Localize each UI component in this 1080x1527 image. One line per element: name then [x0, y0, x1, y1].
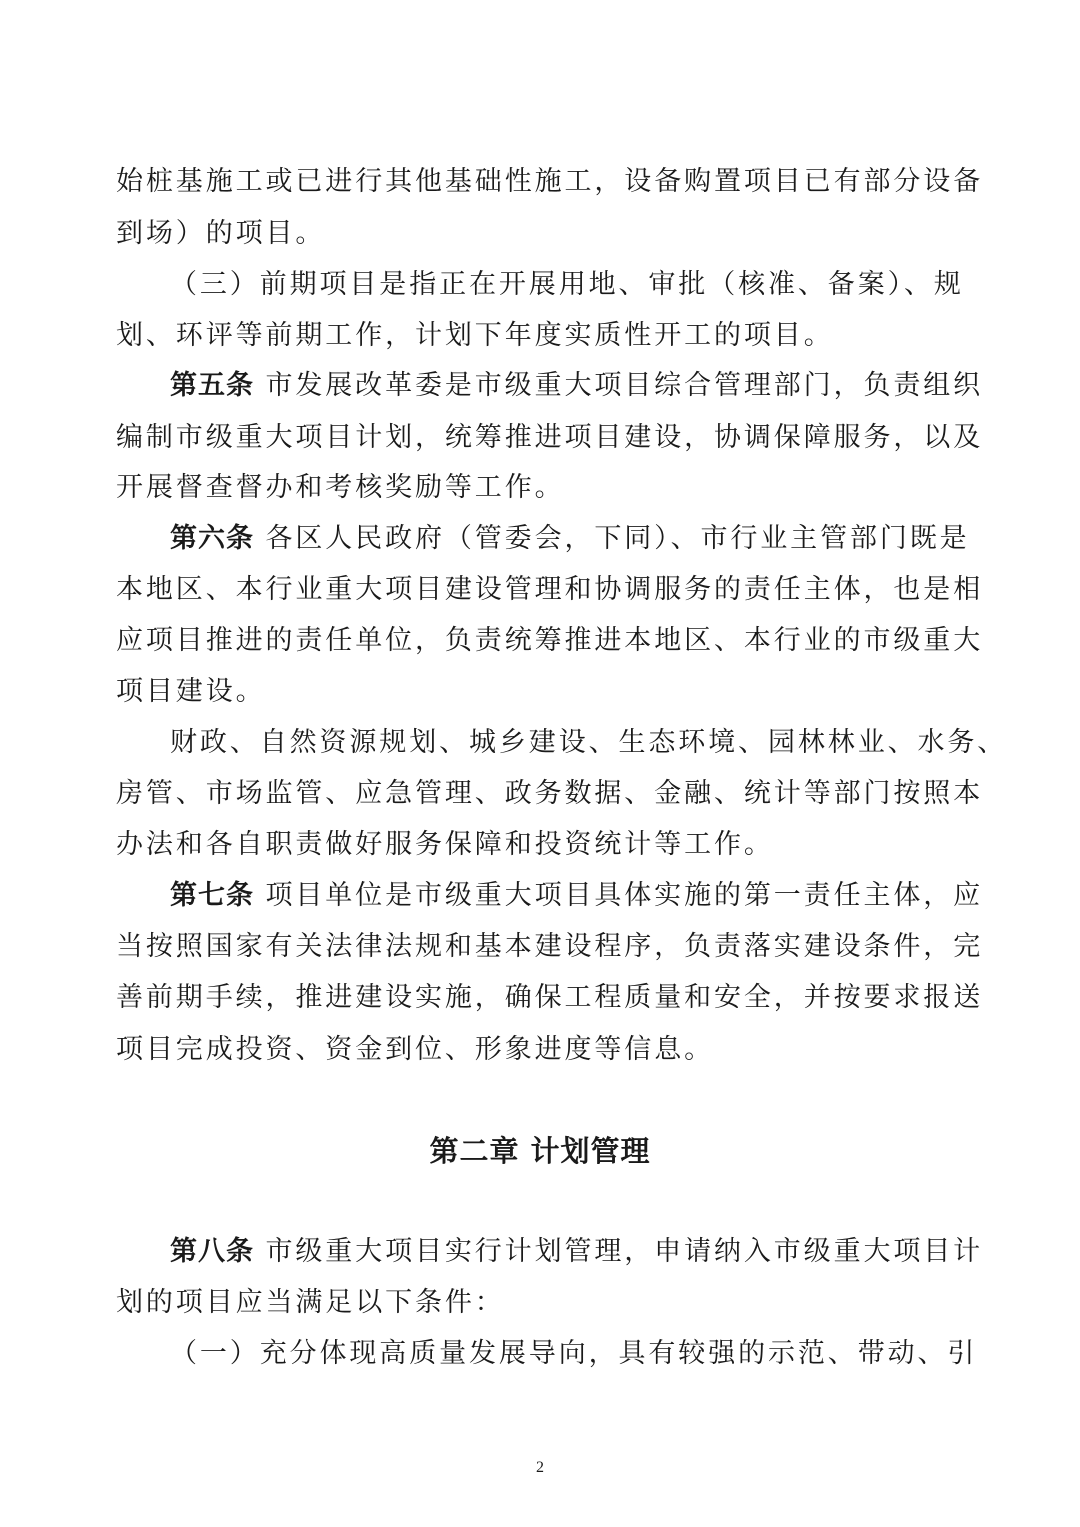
paragraph-start-line [170, 723, 1008, 763]
article-7-heading: 第七条 [170, 880, 254, 911]
article-8-line [170, 1232, 984, 1272]
line-text: 市发展改革委是市级重大项目综合管理部门，负责组织 [265, 370, 984, 401]
line-text: 项目单位是市级重大项目具体实施的第一责任主体，应 [265, 880, 984, 911]
line-text: 开展督查督办和考核奖励等工作。 [116, 472, 565, 503]
line-text: 财政、自然资源规划、城乡建设、生态环境、园林林业、水务、 [170, 727, 1008, 758]
text-line [116, 1030, 966, 1070]
article-5-heading: 第五条 [170, 370, 254, 401]
line-text: 市级重大项目实行计划管理，申请纳入市级重大项目计 [265, 1236, 984, 1267]
line-text: 划、环评等前期工作，计划下年度实质性开工的项目。 [116, 320, 834, 351]
text-line [116, 1283, 966, 1323]
text-line [116, 672, 966, 712]
text-line [116, 162, 984, 202]
text-line [116, 468, 966, 508]
line-text: 本地区、本行业重大项目建设管理和协调服务的责任主体，也是相 [116, 574, 984, 605]
text-line [116, 214, 966, 254]
article-8-heading: 第八条 [170, 1236, 254, 1267]
text-line [116, 978, 984, 1018]
line-text: 项目完成投资、资金到位、形象进度等信息。 [116, 1034, 714, 1065]
line-text: 各区人民政府（管委会，下同）、市行业主管部门既是 [265, 523, 970, 554]
line-text: 应项目推进的责任单位，负责统筹推进本地区、本行业的市级重大 [116, 625, 984, 656]
line-text: 始桩基施工或已进行其他基础性施工，设备购置项目已有部分设备 [116, 166, 984, 197]
paragraph-start-line [170, 1334, 978, 1374]
chapter-title: 第二章 计划管理 [429, 1134, 651, 1168]
text-line [116, 774, 984, 814]
text-line [116, 570, 984, 610]
line-text: 善前期手续，推进建设实施，确保工程质量和安全，并按要求报送 [116, 982, 984, 1013]
article-5-line [170, 366, 984, 406]
paragraph-start-line [170, 265, 966, 305]
article-6-line [170, 519, 970, 559]
line-text: 当按照国家有关法律法规和基本建设程序，负责落实建设条件，完 [116, 931, 984, 962]
text-line [116, 621, 984, 661]
article-6-heading: 第六条 [170, 523, 254, 554]
text-line [116, 418, 984, 458]
line-text: 办法和各自职责做好服务保障和投资统计等工作。 [116, 829, 774, 860]
text-line [116, 316, 966, 356]
line-text: （三）前期项目是指正在开展用地、审批（核准、备案）、规 [170, 269, 964, 300]
line-text: （一）充分体现高质量发展导向，具有较强的示范、带动、引 [170, 1338, 978, 1369]
text-line [116, 927, 984, 967]
line-text: 到场）的项目。 [116, 218, 326, 249]
line-text: 编制市级重大项目计划，统筹推进项目建设，协调保障服务，以及 [116, 422, 984, 453]
line-text: 房管、市场监管、应急管理、政务数据、金融、统计等部门按照本 [116, 778, 984, 809]
text-line [116, 825, 966, 865]
page-number: 2 [536, 1459, 544, 1476]
line-text: 划的项目应当满足以下条件： [116, 1287, 505, 1318]
line-text: 项目建设。 [116, 676, 266, 707]
article-7-line [170, 876, 984, 916]
